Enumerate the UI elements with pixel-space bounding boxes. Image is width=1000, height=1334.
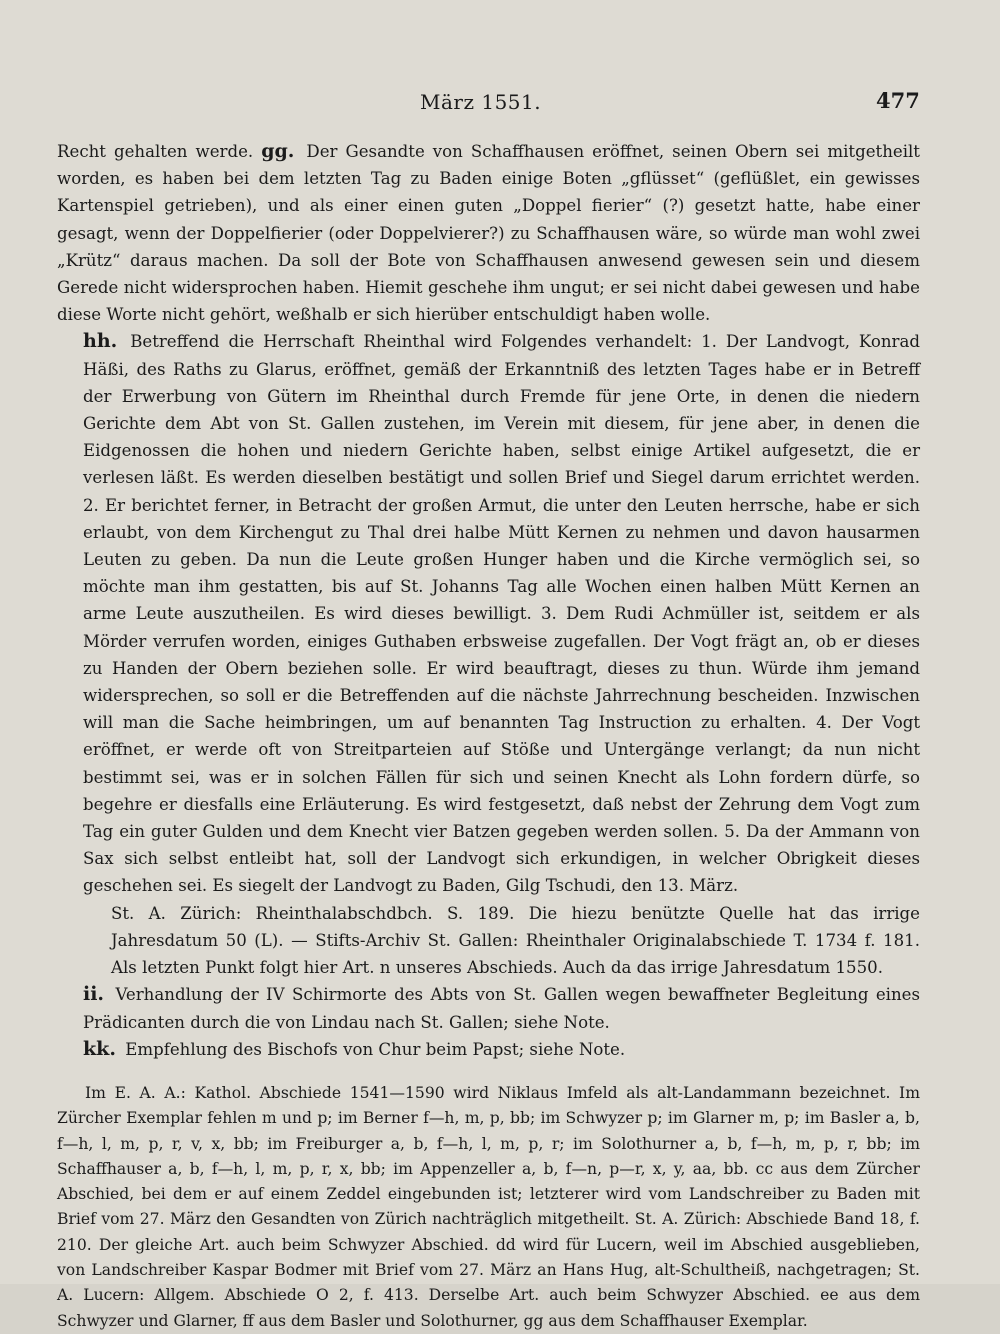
paragraph-hh: [57, 328, 920, 899]
running-title: März 1551.: [420, 90, 542, 114]
main-text: [57, 138, 920, 1063]
ii-text: Verhandlung der IV Schirmorte des Abts von St. Gallen wegen bewaffneter Begleitung eines Prädicanten durch die von Lindau nach St. Gallen; siehe Note.: [83, 985, 920, 1032]
hh-text: Betreffend die Herrschaft Rheinthal wird Folgendes verhandelt: 1. Der Landvogt, Konrad Häßi, des Raths zu Glarus, eröffnet, gemäß der Erkanntniß des letzten Tages habe er in Betreff der Erwerbung von Gütern im Rheinthal durch Fremde für jene Orte, in denen die niedern Gerichte dem Abt von St. Gallen zustehen, im Verein mit diesem, für jene aber, in denen die Eidgenossen die hohen und niedern Gerichte haben, selbst einige Artikel aufgesetzt, die er verlesen läßt. Es werden dieselben bestätigt und sollen Brief und Siegel darum errichtet werden. 2. Er berichtet ferner, in Betracht der großen Armut, die unter den Leuten herrsche, habe er sich erlaubt, von dem Kirchengut zu Thal drei halbe Mütt Kernen zu nehmen und davon hausarmen Leuten zu geben. Da nun die Leute großen Hunger haben und die Kirche vermöglich sei, so möchte man ihm gestatten, bis auf St. Johanns Tag alle Wochen einen halben Mütt Kernen an arme Leute auszutheilen. Es wird dieses bewilligt. 3. Dem Rudi Achmüller ist, seitdem er als Mörder verrufen worden, einiges Guthaben erbsweise zugefallen. Der Vogt frägt an, ob er dieses zu Handen der Obern beziehen solle. Er wird beauftragt, dieses zu thun. Würde ihm jemand widersprechen, so soll er die Betreffenden auf die nächste Jahrrechnung bescheiden. Inzwischen will man die Sache heimbringen, um auf benannten Tag Instruction zu erhalten. 4. Der Vogt eröffnet, er werde oft von Streitparteien auf Stöße und Untergänge verlangt; da nun nicht bestimmt sei, was er in solchen Fällen für sich und seinen Knecht als Lohn fordern dürfe, so begehre er diesfalls eine Erläuterung. Es wird festgesetzt, daß nebst der Zehrung dem Vogt zum Tag ein guter Gulden und dem Knecht vier Batzen gegeben werden sollen. 5. Da der Ammann von Sax sich selbst entleibt hat, soll der Landvogt sich erkundigen, in welcher Obrigkeit dieses geschehen sei. Es siegelt der Landvogt zu Baden, Gilg Tschudi, den 13. März.: [83, 332, 920, 896]
gg-lead-text: Recht gehalten werde.: [57, 142, 254, 161]
page-header: [0, 88, 1000, 118]
document-body: [57, 138, 920, 1334]
source-citation-hh: St. A. Zürich: Rheinthalabschdbch. S. 189. Die hiezu benützte Quelle hat das irrige Jahresdatum 50 (L). — Stifts-Archiv St. Gallen: Rheinthaler Originalabschiede T. 1734 f. 181. Als letzten Punkt folgt hier Art. n unseres Abschieds. Auch da das irrige Jahresdatum 1550.: [111, 903, 920, 978]
item-label-hh: hh.: [83, 330, 118, 353]
footnote-text: Im E. A. A.: Kathol. Abschiede 1541—1590 wird Niklaus Imfeld als alt-Landammann bezeichnet. Im Zürcher Exemplar fehlen m und p; im Berner f—h, m, p, bb; im Schwyzer p; im Glarner m, p; im Basler a, b, f—h, l, m, p, r, v, x, bb; im Freiburger a, b, f—h, l, m, p, r; im Solothurner a, b, f—h, m, p, r, bb; im Schaffhauser a, b, f—h, l, m, p, r, x, bb; im Appenzeller a, b, f—n, p—r, x, y, aa, bb. cc aus dem Zürcher Abschied, bei dem er auf einem Zeddel eingebunden ist; letzterer wird vom Landschreiber zu Baden mit Brief vom 27. März den Gesandten von Zürich nachträglich mitgetheilt. St. A. Zürich: Abschiede Band 18, f. 210. Der gleiche Art. auch beim Schwyzer Abschied. dd wird für Lucern, weil im Abschied ausgeblieben, von Landschreiber Kaspar Bodmer mit Brief vom 27. März an Hans Hug, alt-Schultheiß, nachgetragen; St. A. Lucern: Allgem. Abschiede O 2, f. 413. Derselbe Art. auch beim Schwyzer Abschied. ee aus dem Schwyzer und Glarner, ff aus dem Basler und Solothurner, gg aus dem Schaffhauser Exemplar.: [57, 1083, 920, 1330]
footnotes: [57, 1081, 920, 1334]
item-label-kk: kk.: [83, 1037, 116, 1060]
gg-text: Der Gesandte von Schaffhausen eröffnet, seinen Obern sei mitgetheilt worden, es haben bei dem letzten Tag zu Baden einige Boten „gflüsset“ (geflüßlet, ein gewisses Kartenspiel getrieben), und als einer einen guten „Doppel fierier“ (?) gesetzt hatte, habe einer gesagt, wenn der Doppelfierier (oder Doppelvierer?) zu Schaffhausen wäre, so würde man wohl zwei „Krütz“ daraus machen. Da soll der Bote von Schaffhausen anwesend gewesen sein und diesem Gerede nicht widersprochen haben. Hiemit geschehe ihm ungut; er sei nicht dabei gewesen und habe diese Worte nicht gehört, weßhalb er sich hierüber entschuldigt haben wolle.: [57, 142, 920, 325]
page-number: 477: [876, 88, 920, 113]
paragraph-ii: [57, 981, 920, 1035]
paragraph-gg: [57, 138, 920, 328]
item-label-ii: ii.: [83, 983, 105, 1006]
item-label-gg: gg.: [261, 140, 295, 162]
paragraph-kk: [57, 1036, 920, 1063]
kk-text: Empfehlung des Bischofs von Chur beim Papst; siehe Note.: [125, 1039, 626, 1059]
